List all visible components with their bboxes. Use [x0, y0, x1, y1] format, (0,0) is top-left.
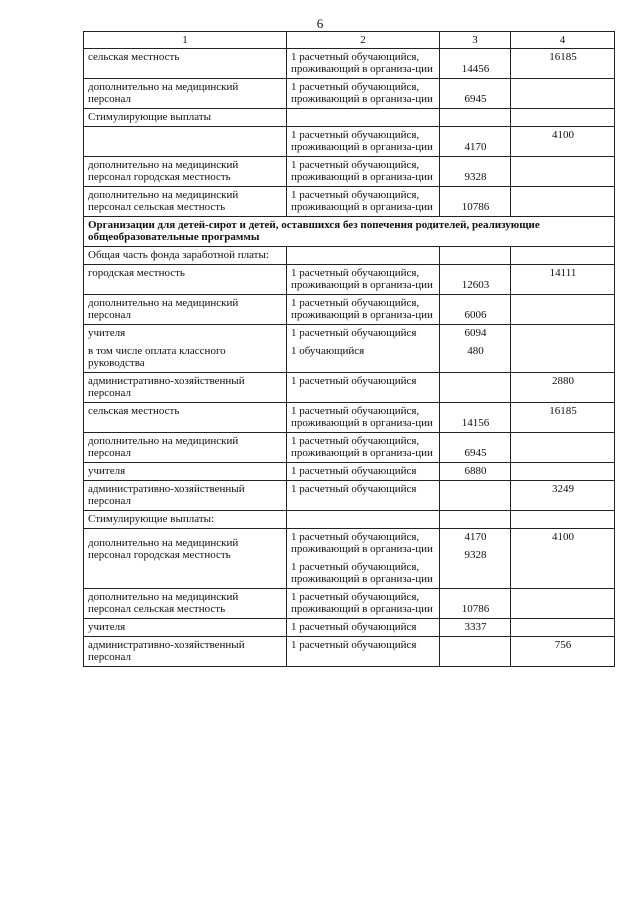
indicator-cell-text: дополнительно на медицинский персонал — [88, 297, 239, 321]
unit-cell-text: 1 расчетный обучающийся, проживающий в организа-ции — [291, 159, 433, 183]
unit-cell-subtext: 1 обучающийся — [291, 345, 365, 357]
value-cell-col3-text: 6945 — [464, 447, 487, 459]
unit-cell — [287, 187, 440, 217]
value-cell-col4 — [511, 265, 615, 295]
value-cell-col4-text: 3249 — [552, 483, 574, 495]
table-row — [84, 637, 615, 667]
value-cell-col4 — [511, 247, 615, 265]
value-cell-col3-text: 14456 — [461, 63, 490, 75]
header-cell: 4 — [511, 32, 615, 49]
indicator-cell — [84, 403, 287, 433]
indicator-cell-text: сельская местность — [88, 51, 180, 63]
unit-cell-subtext: 1 расчетный обучающийся, проживающий в организа-ции — [291, 561, 433, 585]
table-row — [84, 109, 615, 127]
value-cell-col4-text: 16185 — [549, 51, 577, 63]
value-cell-col3-text: 3337 — [464, 621, 487, 633]
indicator-cell-text: дополнительно на медицинский персонал сельская местность — [88, 591, 239, 615]
indicator-cell — [84, 589, 287, 619]
unit-cell — [287, 109, 440, 127]
value-cell-col3-text: 14156 — [461, 417, 490, 429]
table-row — [84, 403, 615, 433]
indicator-cell-text: Стимулирующие выплаты — [88, 111, 212, 123]
value-cell-col3-text: 4170 — [464, 141, 487, 153]
value-cell-col4 — [511, 403, 615, 433]
unit-cell-text: 1 расчетный обучающийся, проживающий в организа-ции — [291, 405, 433, 429]
value-cell-col3 — [440, 247, 511, 265]
indicator-cell-subtext: в том числе оплата классного руководства — [88, 345, 226, 369]
indicator-cell — [84, 481, 287, 511]
value-cell-col3-text: 6094 — [464, 327, 487, 339]
unit-cell-text: 1 расчетный обучающийся, проживающий в организа-ции — [291, 297, 433, 321]
value-cell-col3-text: 10786 — [461, 201, 490, 213]
indicator-cell-text: учителя — [88, 465, 126, 477]
indicator-cell — [84, 49, 287, 79]
indicator-cell — [84, 619, 287, 637]
table-row — [84, 433, 615, 463]
value-cell-col3 — [440, 511, 511, 529]
indicator-cell-text: дополнительно на медицинский персонал городская местность — [88, 159, 239, 183]
indicator-cell — [84, 109, 287, 127]
unit-cell-text: 1 расчетный обучающийся — [291, 375, 417, 387]
table-row — [84, 373, 615, 403]
indicator-cell-subtext: дополнительно на медицинский персонал городская местность — [88, 537, 239, 561]
value-cell-col4 — [511, 481, 615, 511]
indicator-cell-text: учителя — [88, 621, 126, 633]
unit-cell — [287, 247, 440, 265]
table-row — [84, 529, 615, 589]
unit-cell — [287, 403, 440, 433]
value-cell-col3 — [440, 481, 511, 511]
value-cell-col3-text: 6880 — [464, 465, 487, 477]
table-row — [84, 463, 615, 481]
indicator-cell — [84, 325, 287, 373]
indicator-cell — [84, 373, 287, 403]
unit-cell — [287, 373, 440, 403]
unit-cell — [287, 637, 440, 667]
unit-cell — [287, 325, 440, 373]
value-cell-col4-text: 4100 — [552, 129, 574, 141]
value-cell-col4-text: 14111 — [549, 267, 577, 279]
value-cell-col3 — [440, 403, 511, 433]
table-row — [84, 295, 615, 325]
indicator-cell-text: дополнительно на медицинский персонал — [88, 435, 239, 459]
value-cell-col4 — [511, 49, 615, 79]
indicator-cell — [84, 433, 287, 463]
indicator-cell — [84, 265, 287, 295]
indicator-cell-text: учителя — [88, 327, 126, 339]
unit-cell-text: 1 расчетный обучающийся — [291, 639, 417, 651]
unit-cell-text: 1 расчетный обучающийся, проживающий в организа-ции — [291, 189, 433, 213]
value-cell-col4 — [511, 589, 615, 619]
value-cell-col3-subtext: 9328 — [464, 549, 487, 561]
indicator-cell — [84, 463, 287, 481]
table-row — [84, 79, 615, 109]
value-cell-col3 — [440, 325, 511, 373]
header-cell: 3 — [440, 32, 511, 49]
indicator-cell-text: Общая часть фонда заработной платы: — [88, 249, 269, 261]
tariff-table — [83, 31, 615, 667]
value-cell-col3-text: 4170 — [464, 531, 487, 543]
value-cell-col4 — [511, 433, 615, 463]
table-row — [84, 265, 615, 295]
value-cell-col3 — [440, 157, 511, 187]
unit-cell-text: 1 расчетный обучающийся — [291, 483, 417, 495]
unit-cell-text: 1 расчетный обучающийся, проживающий в организа-ции — [291, 51, 433, 75]
table-row — [84, 589, 615, 619]
value-cell-col3 — [440, 49, 511, 79]
value-cell-col3 — [440, 373, 511, 403]
value-cell-col3 — [440, 295, 511, 325]
indicator-cell-text: сельская местность — [88, 405, 180, 417]
table-row — [84, 619, 615, 637]
value-cell-col3 — [440, 589, 511, 619]
unit-cell — [287, 433, 440, 463]
value-cell-col4 — [511, 79, 615, 109]
value-cell-col3 — [440, 109, 511, 127]
unit-cell — [287, 481, 440, 511]
value-cell-col3 — [440, 127, 511, 157]
value-cell-col3 — [440, 619, 511, 637]
indicator-cell — [84, 247, 287, 265]
table-header-row — [84, 32, 615, 49]
unit-cell — [287, 511, 440, 529]
indicator-cell-text: Стимулирующие выплаты: — [88, 513, 215, 525]
unit-cell-text: 1 расчетный обучающийся — [291, 327, 417, 339]
value-cell-col4 — [511, 295, 615, 325]
indicator-cell-text: дополнительно на медицинский персонал сельская местность — [88, 189, 239, 213]
table-row — [84, 49, 615, 79]
section-title: Организации для детей-сирот и детей, оставшихся без попечения родителей, реализующие общеобразовательные программы — [84, 217, 615, 247]
value-cell-col4 — [511, 127, 615, 157]
value-cell-col3-text: 10786 — [461, 603, 490, 615]
value-cell-col4 — [511, 529, 615, 589]
unit-cell — [287, 529, 440, 589]
table-row — [84, 157, 615, 187]
indicator-cell — [84, 127, 287, 157]
header-cell: 2 — [287, 32, 440, 49]
indicator-cell — [84, 637, 287, 667]
unit-cell — [287, 157, 440, 187]
unit-cell-text: 1 расчетный обучающийся, проживающий в организа-ции — [291, 267, 433, 291]
value-cell-col4 — [511, 187, 615, 217]
indicator-cell-text: дополнительно на медицинский персонал — [88, 81, 239, 105]
table-row — [84, 127, 615, 157]
value-cell-col3 — [440, 265, 511, 295]
value-cell-col4-text: 756 — [554, 639, 572, 651]
unit-cell — [287, 49, 440, 79]
table-row — [84, 247, 615, 265]
value-cell-col3-text: 6945 — [464, 93, 487, 105]
unit-cell — [287, 79, 440, 109]
value-cell-col4 — [511, 373, 615, 403]
table-row — [84, 481, 615, 511]
indicator-cell — [84, 187, 287, 217]
unit-cell-text: 1 расчетный обучающийся, проживающий в организа-ции — [291, 129, 433, 153]
unit-cell-text: 1 расчетный обучающийся — [291, 465, 417, 477]
value-cell-col3 — [440, 463, 511, 481]
value-cell-col3-text: 9328 — [464, 171, 487, 183]
indicator-cell-text: административно-хозяйственный персонал — [88, 375, 245, 399]
unit-cell — [287, 265, 440, 295]
indicator-cell — [84, 511, 287, 529]
unit-cell-text: 1 расчетный обучающийся, проживающий в организа-ции — [291, 435, 433, 459]
page-number: 6 — [316, 16, 324, 31]
section-header-row — [84, 217, 615, 247]
value-cell-col3 — [440, 187, 511, 217]
value-cell-col4 — [511, 325, 615, 373]
value-cell-col4 — [511, 637, 615, 667]
indicator-cell-text: городская местность — [88, 267, 185, 279]
value-cell-col3 — [440, 637, 511, 667]
indicator-cell — [84, 79, 287, 109]
value-cell-col4 — [511, 109, 615, 127]
value-cell-col3-text: 12603 — [461, 279, 490, 291]
value-cell-col4-text: 16185 — [549, 405, 577, 417]
value-cell-col3 — [440, 79, 511, 109]
unit-cell-text: 1 расчетный обучающийся — [291, 621, 417, 633]
unit-cell-text: 1 расчетный обучающийся, проживающий в организа-ции — [291, 81, 433, 105]
indicator-cell-text: административно-хозяйственный персонал — [88, 639, 245, 663]
table-row — [84, 511, 615, 529]
value-cell-col4-text: 4100 — [552, 531, 574, 543]
indicator-cell-text: административно-хозяйственный персонал — [88, 483, 245, 507]
unit-cell — [287, 463, 440, 481]
unit-cell-text: 1 расчетный обучающийся, проживающий в организа-ции — [291, 591, 433, 615]
table-row — [84, 187, 615, 217]
unit-cell-text: 1 расчетный обучающийся, проживающий в организа-ции — [291, 531, 433, 555]
value-cell-col3 — [440, 529, 511, 589]
indicator-cell — [84, 295, 287, 325]
value-cell-col4 — [511, 463, 615, 481]
value-cell-col3-subtext: 480 — [467, 345, 484, 357]
value-cell-col4 — [511, 157, 615, 187]
value-cell-col4-text: 2880 — [552, 375, 574, 387]
value-cell-col4 — [511, 511, 615, 529]
unit-cell — [287, 295, 440, 325]
indicator-cell — [84, 529, 287, 589]
indicator-cell — [84, 157, 287, 187]
value-cell-col3-text: 6006 — [464, 309, 487, 321]
unit-cell — [287, 127, 440, 157]
value-cell-col3 — [440, 433, 511, 463]
unit-cell — [287, 619, 440, 637]
header-cell: 1 — [84, 32, 287, 49]
value-cell-col4 — [511, 619, 615, 637]
table-row — [84, 325, 615, 373]
unit-cell — [287, 589, 440, 619]
